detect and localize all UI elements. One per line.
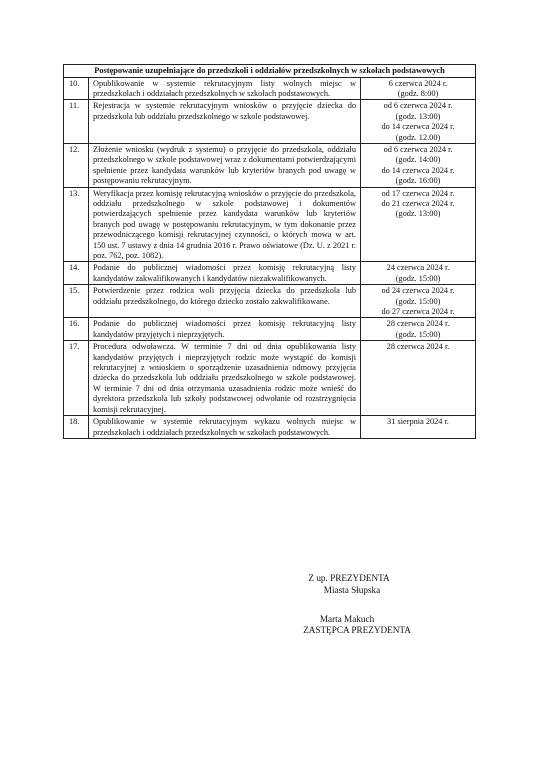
- table-row: [64, 100, 476, 144]
- row-number: 11.: [64, 100, 89, 144]
- row-dates: [361, 318, 476, 341]
- date-line: od 6 czerwca 2024 r.: [383, 101, 453, 111]
- row-dates: [361, 100, 476, 144]
- date-line: od 17 czerwca 2024 r.: [381, 188, 455, 198]
- date-line: 28 czerwca 2024 r.: [386, 342, 450, 352]
- row-description: Procedura odwoławcza. W terminie 7 dni od dnia opublikowania listy kandydatów przyjętych i nieprzyjętych rodzic może wystąpić do komisji rekrutacyjnej z wnioskiem o sporządzenie uzasadnienia odmowy przyjęcia dziecka do przedszkola lub oddziału przedszkolnego w szkole podstawowej. W terminie 7 dni od dnia otrzymania uzasadnienia rodzic może wnieść do dyrektora przedszkola lub szkoły podstawowej odwołanie od rozstrzygnięcia komisji rekrutacyjnej.: [89, 341, 361, 416]
- row-number: 10.: [64, 77, 89, 100]
- row-number: 18.: [64, 416, 89, 439]
- table-row: [64, 341, 476, 416]
- row-description: Złożenie wniosku (wydruk z systemu) o przyjęcie do przedszkola, oddziału przedszkolnego w szkole podstawowej wraz z dokumentami potwierdzającymi spełnienie przez kandydata warunków lub kryteriów branych pod uwagę w postępowaniu rekrutacyjnym.: [89, 143, 361, 187]
- row-dates: [361, 143, 476, 187]
- signature-name: Marta Makuch: [319, 614, 375, 624]
- date-line: (godz. 13:00): [395, 209, 441, 219]
- row-dates: [361, 416, 476, 439]
- row-number: 14.: [64, 262, 89, 285]
- date-line: (godz. 16:00): [395, 176, 441, 186]
- row-dates: [361, 262, 476, 285]
- table-title: Postępowanie uzupełniające do przedszkoli i oddziałów przedszkolnych w szkołach podstawowych: [64, 65, 476, 78]
- date-line: 6 czerwca 2024 r.: [388, 78, 448, 88]
- table-body: [64, 77, 476, 438]
- row-number: 12.: [64, 143, 89, 187]
- signature-line-on-behalf: Z up. PREZYDENTA: [308, 573, 390, 583]
- table-header-row: [64, 65, 476, 78]
- row-dates: [361, 341, 476, 416]
- table-row: [64, 416, 476, 439]
- row-description: Opublikowanie w systemie rekrutacyjnym wykazu wolnych miejsc w przedszkolach i oddziałach przedszkolnych w szkołach podstawowych.: [89, 416, 361, 439]
- signature-position: ZASTĘPCA PREZYDENTA: [303, 625, 411, 635]
- date-line: (godz. 8:00): [397, 88, 439, 98]
- date-line: do 27 czerwca 2024 r.: [381, 307, 455, 317]
- date-line: (godz. 14:00): [395, 155, 441, 165]
- table-row: [64, 285, 476, 318]
- row-dates: [361, 285, 476, 318]
- date-line: do 14 czerwca 2024 r.: [381, 165, 455, 175]
- row-number: 16.: [64, 318, 89, 341]
- row-description: Rejestracja w systemie rekrutacyjnym wniosków o przyjęcie dziecka do przedszkola lub oddziału przedszkolnego w szkole podstawowej.: [89, 100, 361, 144]
- date-line: do 14 czerwca 2024 r.: [381, 122, 455, 132]
- table-row: [64, 143, 476, 187]
- row-dates: [361, 187, 476, 262]
- schedule-table: [63, 64, 476, 439]
- date-line: (godz. 15:00): [395, 329, 441, 339]
- date-line: (godz. 15:00): [395, 296, 441, 306]
- table-row: [64, 187, 476, 262]
- row-description: Potwierdzenie przez rodzica woli przyjęcia dziecka do przedszkola lub oddziału przedszkolnego, do którego dziecko zostało zakwalifikowane.: [89, 285, 361, 318]
- row-number: 17.: [64, 341, 89, 416]
- table-row: [64, 262, 476, 285]
- row-dates: [361, 77, 476, 100]
- date-line: (godz. 15:00): [395, 273, 441, 283]
- date-line: 24 czerwca 2024 r.: [386, 263, 450, 273]
- date-line: (godz. 13:00): [395, 111, 441, 121]
- table-row: [64, 77, 476, 100]
- row-number: 15.: [64, 285, 89, 318]
- date-line: do 21 czerwca 2024 r.: [381, 198, 455, 208]
- date-line: od 24 czerwca 2024 r.: [381, 286, 455, 296]
- date-line: 31 sierpnia 2024 r.: [387, 417, 449, 427]
- signature-line-city: Miasta Słupska: [323, 585, 381, 595]
- row-description: Podanie do publicznej wiadomości przez komisję rekrutacyjną listy kandydatów przyjętych i nieprzyjętych.: [89, 318, 361, 341]
- date-line: 28 czerwca 2024 r.: [386, 319, 450, 329]
- row-description: Opublikowanie w systemie rekrutacyjnym listy wolnych miejsc w przedszkolach i oddziałach przedszkolnych w szkołach podstawowych.: [89, 77, 361, 100]
- row-description: Weryfikacja przez komisję rekrutacyjną wniosków o przyjęcie do przedszkola, oddziału przedszkolnego w szkole podstawowej i dokumentów potwierdzających spełnienie przez kandydata warunków lub kryteriów branych pod uwagę w postępowaniu rekrutacyjnym, w tym dokonanie przez przewodniczącego komisji rekrutacyjnej czynności, o których mowa w art. 150 ust. 7 ustawy z dnia 14 grudnia 2016 r. Prawo oświatowe (Dz. U. z 2021 r. poz. 762, poz. 1082).: [89, 187, 361, 262]
- row-number: 13.: [64, 187, 89, 262]
- table-row: [64, 318, 476, 341]
- row-description: Podanie do publicznej wiadomości przez komisję rekrutacyjną listy kandydatów zakwalifikowanych i kandydatów niezakwalifikowanych.: [89, 262, 361, 285]
- date-line: (godz. 12.00): [395, 132, 441, 142]
- date-line: od 6 czerwca 2024 r.: [383, 144, 453, 154]
